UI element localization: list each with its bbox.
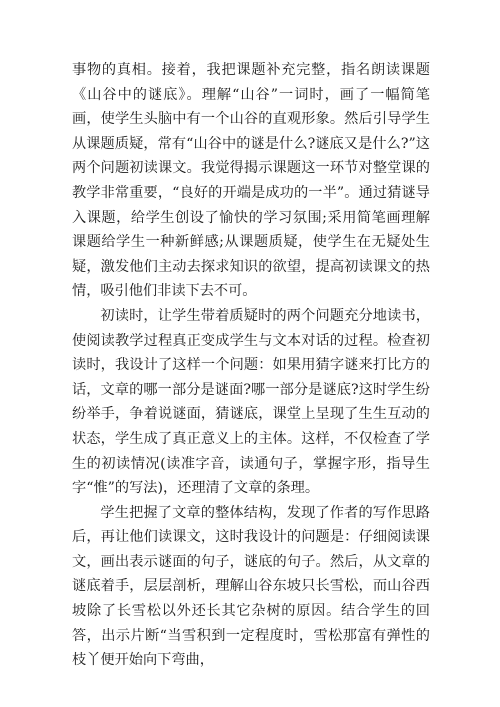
- body-text: [72, 58, 430, 673]
- paragraph-1: 事物的真相。接着，我把课题补充完整，指名朗读课题《山谷中的谜底》。理解“山谷”一词时，画了一幅简笔画，使学生头脑中有一个山谷的直观形象。然后引导学生从课题质疑，常有“山谷中的谜是什么?谜底又是什么?”这两个问题初读课文。我觉得揭示课题这一环节对整堂课的教学非常重要，“良好的开端是成功的一半”。通过猜谜导入课题，给学生创设了愉快的学习氛围;采用简笔画理解课题给学生一种新鲜感;从课题质疑，使学生在无疑处生疑，激发他们主动去探求知识的欲望，提高初读课文的热情，吸引他们非读下去不可。: [72, 62, 430, 300]
- paragraph-3: 学生把握了文章的整体结构，发现了作者的写作思路后，再让他们读课文，这时我设计的问题是：仔细阅读课文，画出表示谜面的句子，谜底的句子。然后，从文章的谜底着手，层层剖析，理解山谷东坡只长雪松，而山谷西坡除了长雪松以外还长其它杂树的原因。结合学生的回答，出示片断“当雪积到一定程度时，雪松那富有弹性的枝丫便开始向下弯曲，: [72, 504, 430, 669]
- paragraph-2: 初读时，让学生带着质疑时的两个问题充分地读书，使阅读教学过程真正变成学生与文本对话的过程。检查初读时，我设计了这样一个问题：如果用猜字谜来打比方的话，文章的哪一部分是谜面?哪一部分是谜底?这时学生纷纷举手，争着说谜面，猜谜底，课堂上呈现了生生互动的状态，学生成了真正意义上的主体。这样，不仅检查了学生的初读情况(读准字音，读通句子，掌握字形，指导生字“惟”的写法)，还理清了文章的条理。: [72, 307, 430, 497]
